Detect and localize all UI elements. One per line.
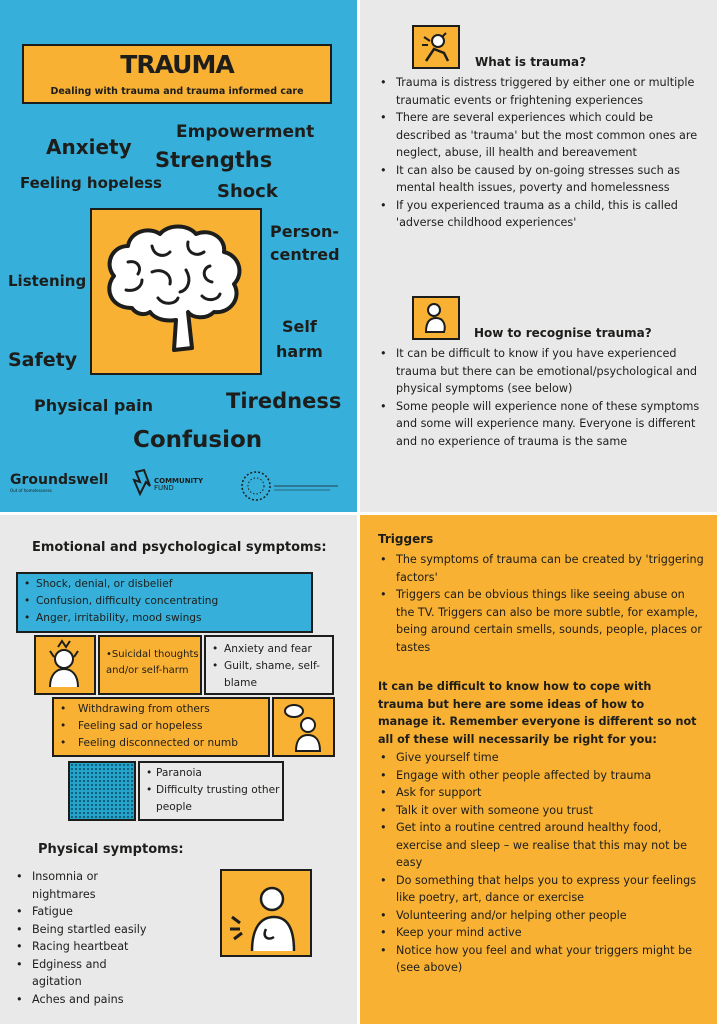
triggers-list [374, 551, 704, 656]
word-safety: Safety [8, 349, 78, 371]
list-item: • Engage with other people affected by trauma [374, 767, 706, 785]
symptom-list [54, 701, 268, 752]
what-is-trauma-heading: What is trauma? [475, 55, 587, 69]
list-item: • It can be difficult to know if you have experienced trauma but there can be emotional/psychological and physical symptoms (see below) [374, 345, 706, 398]
word-self: Self [282, 317, 317, 336]
word-listening: Listening [8, 272, 87, 290]
list-item: • Notice how you feel and what your triggers might be (see above) [374, 942, 706, 977]
sad-icon-box [412, 296, 460, 340]
list-item: • Being startled easily [10, 921, 150, 939]
list-item: • Give yourself time [374, 749, 706, 767]
list-item: • Feeling sad or hopeless [54, 718, 268, 735]
triggers-panel [360, 515, 717, 1024]
symptoms-panel [0, 515, 357, 1024]
pattern-box [68, 761, 136, 821]
list-item: • Some people will experience none of these symptoms and some will experience many. Everyone is different and no experience of trauma is the same [374, 398, 706, 451]
page-title: TRAUMA [120, 50, 234, 79]
headache-icon-box [34, 635, 96, 695]
page-subtitle: Dealing with trauma and trauma informed care [50, 86, 304, 97]
list-item: • Keep your mind active [374, 924, 706, 942]
partner-circle-icon [240, 468, 340, 504]
list-item: • Anger, irritability, mood swings [18, 610, 311, 627]
symptom-list [18, 576, 311, 627]
trauma-word-cloud-panel: TRAUMA Dealing with trauma and trauma informed care Empowerment Anxiety Strengths Feeling hopeless Shock Person- centred Listening Self harm Safety Physical pain Tiredness Confusion Groundswell Out of homelessness COMMUNITY FUND [0, 0, 357, 512]
headache-person-icon [36, 637, 94, 693]
partner-circle-logo [240, 468, 340, 508]
list-item: • Aches and pains [10, 991, 150, 1009]
list-item: • Talk it over with someone you trust [374, 802, 706, 820]
thinking-icon-box [272, 697, 335, 757]
what-is-trauma-list [374, 74, 704, 232]
pain-person-icon [222, 871, 310, 955]
triggers-heading: Triggers [378, 532, 434, 546]
list-item: • Edginess and agitation [10, 956, 150, 991]
list-item: • Trauma is distress triggered by either one or multiple traumatic events or frightening experiences [374, 74, 704, 109]
list-item: • Confusion, difficulty concentrating [18, 593, 311, 610]
word-strengths: Strengths [155, 148, 273, 172]
brain-icon [92, 210, 260, 373]
list-item: • Guilt, shame, self-blame [206, 658, 332, 692]
symptom-list [206, 641, 332, 692]
list-item: • Racing heartbeat [10, 938, 150, 956]
list-item: • Do something that helps you to express your feelings like poetry, art, dance or exercise [374, 872, 706, 907]
list-item: • Withdrawing from others [54, 701, 268, 718]
list-item: • The symptoms of trauma can be created by 'triggering factors' [374, 551, 704, 586]
brain-illustration-box [90, 208, 262, 375]
distress-icon-box [412, 25, 460, 69]
symptom-list [140, 765, 282, 816]
crouching-person-icon [414, 298, 458, 338]
symptom-box-suicidal [98, 635, 202, 695]
list-item: • Triggers can be obvious things like seeing abuse on the TV. Triggers can also be more subtle, for example, being around certain smells, sounds, people, places or tastes [374, 586, 704, 656]
word-centred: centred [270, 245, 340, 264]
list-item: • Anxiety and fear [206, 641, 332, 658]
symptom-box-anxiety [204, 635, 334, 695]
word-person: Person- [270, 222, 340, 241]
symptom-box-withdrawing [52, 697, 270, 757]
lottery-hand-icon [130, 468, 152, 496]
what-is-trauma-panel [360, 0, 717, 512]
recognise-trauma-list [374, 345, 706, 450]
physical-symptoms-heading: Physical symptoms: [38, 842, 184, 857]
symptom-text: •Suicidal thoughts and/or self-harm [106, 649, 199, 676]
title-box [22, 44, 332, 104]
distress-person-icon [414, 27, 458, 67]
list-item: • Insomnia or nightmares [10, 868, 150, 903]
word-shock: Shock [217, 181, 278, 202]
word-anxiety: Anxiety [46, 135, 132, 159]
symptom-box-paranoia [138, 761, 284, 821]
list-item: • Difficulty trusting other people [140, 782, 282, 816]
coping-intro: It can be difficult to know how to cope with trauma but here are some ideas of how to manage it. Remember everyone is different so not all of these will necessarily be right for you: [378, 680, 697, 746]
coping-ideas-list [374, 749, 706, 977]
list-item: • Paranoia [140, 765, 282, 782]
list-item: • Shock, denial, or disbelief [18, 576, 311, 593]
symptom-box-shock [16, 572, 313, 633]
word-tiredness: Tiredness [226, 389, 342, 413]
pain-icon-box [220, 869, 312, 957]
list-item: • If you experienced trauma as a child, this is called 'adverse childhood experiences' [374, 197, 704, 232]
groundswell-logo: Groundswell Out of homelessness [10, 472, 109, 493]
physical-symptoms-list [10, 868, 150, 1008]
word-feeling-hopeless: Feeling hopeless [20, 174, 162, 192]
word-harm: harm [276, 342, 323, 361]
thinking-person-icon [274, 699, 333, 755]
list-item: • It can also be caused by on-going stresses such as mental health issues, poverty and homelessness [374, 162, 704, 197]
word-confusion: Confusion [133, 427, 263, 453]
word-empowerment: Empowerment [176, 122, 315, 142]
word-physical-pain: Physical pain [34, 396, 154, 415]
list-item: • Volunteering and/or helping other people [374, 907, 706, 925]
list-item: • Get into a routine centred around healthy food, exercise and sleep – we realise that this may not be easy [374, 819, 706, 872]
list-item: • There are several experiences which could be described as 'trauma' but the most common ones are neglect, abuse, ill health and bereavement [374, 109, 704, 162]
emotional-symptoms-heading: Emotional and psychological symptoms: [32, 540, 327, 555]
list-item: • Fatigue [10, 903, 150, 921]
how-to-recognise-heading: How to recognise trauma? [474, 326, 652, 340]
list-item: • Ask for support [374, 784, 706, 802]
list-item: • Feeling disconnected or numb [54, 735, 268, 752]
